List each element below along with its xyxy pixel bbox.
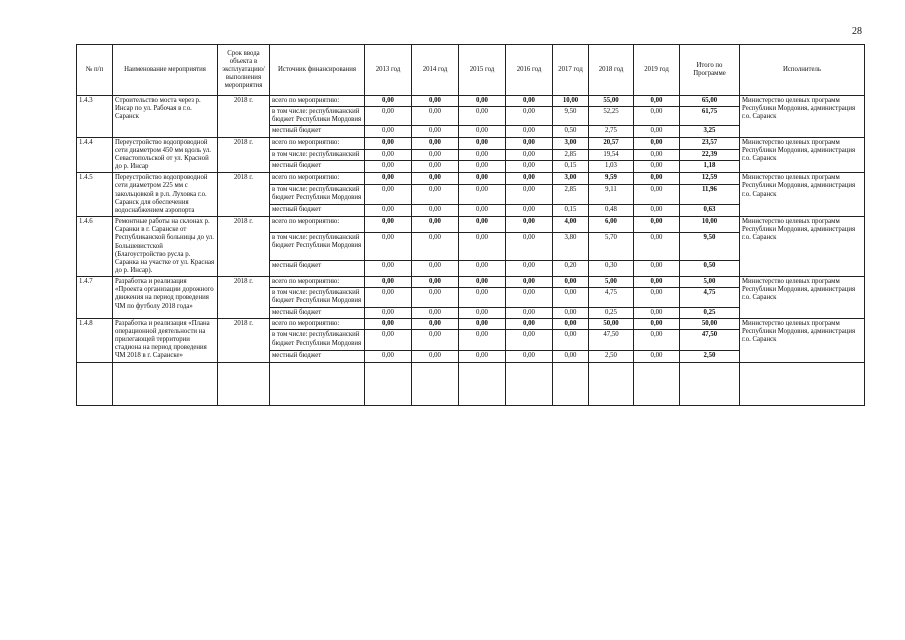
funding-source: всего по мероприятию: bbox=[270, 96, 365, 107]
year-value: 0,00 bbox=[412, 107, 459, 126]
total-value: 9,50 bbox=[680, 233, 740, 261]
activity-name: Разработка и реализация «Проекта организации дорожного движения на период проведения ЧМ по футболу 2018 года» bbox=[113, 277, 218, 319]
year-value: 5,70 bbox=[589, 233, 634, 261]
year-value: 0,00 bbox=[506, 233, 553, 261]
total-value: 12,59 bbox=[680, 173, 740, 185]
year-value: 0,00 bbox=[365, 307, 412, 318]
empty-cell bbox=[589, 362, 634, 405]
executor: Министерство целевых программ Республики Мордовия, администрация г.о. Саранск bbox=[740, 318, 865, 362]
header-2019: 2019 год bbox=[634, 45, 680, 96]
year-value: 5,00 bbox=[589, 277, 634, 288]
year-value: 3,80 bbox=[553, 233, 589, 261]
year-value: 0,00 bbox=[506, 107, 553, 126]
funding-source: местный бюджет bbox=[270, 307, 365, 318]
year-value: 52,25 bbox=[589, 107, 634, 126]
total-value: 65,00 bbox=[680, 96, 740, 107]
year-value: 0,00 bbox=[506, 330, 553, 350]
year-value: 0,00 bbox=[634, 107, 680, 126]
year-value: 0,00 bbox=[412, 137, 459, 149]
year-value: 0,15 bbox=[553, 161, 589, 173]
year-value: 0,00 bbox=[412, 217, 459, 233]
year-value: 0,00 bbox=[553, 307, 589, 318]
funding-source: в том числе: республиканский бюджет Республики Мордовия bbox=[270, 288, 365, 307]
year-value: 0,00 bbox=[365, 137, 412, 149]
year-value: 0,00 bbox=[634, 318, 680, 330]
year-value: 0,00 bbox=[634, 96, 680, 107]
year-value: 0,00 bbox=[412, 161, 459, 173]
year-value: 0,00 bbox=[365, 330, 412, 350]
year-value: 0,00 bbox=[553, 330, 589, 350]
year-value: 0,00 bbox=[553, 350, 589, 362]
total-value: 23,57 bbox=[680, 137, 740, 149]
funding-source: всего по мероприятию: bbox=[270, 318, 365, 330]
year-value: 3,00 bbox=[553, 173, 589, 185]
header-2015: 2015 год bbox=[459, 45, 506, 96]
year-value: 0,00 bbox=[506, 205, 553, 217]
year-value: 0,00 bbox=[365, 96, 412, 107]
year-value: 0,00 bbox=[506, 137, 553, 149]
year-value: 9,59 bbox=[589, 173, 634, 185]
funding-source: местный бюджет bbox=[270, 261, 365, 277]
year-value: 9,50 bbox=[553, 107, 589, 126]
year-value: 0,00 bbox=[553, 318, 589, 330]
table-row bbox=[77, 277, 865, 288]
year-value: 2,85 bbox=[553, 149, 589, 161]
row-number: 1.4.8 bbox=[77, 318, 113, 362]
year-value: 0,00 bbox=[412, 277, 459, 288]
activity-deadline: 2018 г. bbox=[218, 217, 270, 277]
year-value: 0,00 bbox=[459, 161, 506, 173]
year-value: 0,00 bbox=[634, 350, 680, 362]
year-value: 0,25 bbox=[589, 307, 634, 318]
year-value: 0,15 bbox=[553, 205, 589, 217]
year-value: 0,00 bbox=[506, 217, 553, 233]
year-value: 2,75 bbox=[589, 126, 634, 137]
header-total: Итого по Программе bbox=[680, 45, 740, 96]
year-value: 0,00 bbox=[412, 126, 459, 137]
activity-deadline: 2018 г. bbox=[218, 137, 270, 173]
empty-cell bbox=[218, 362, 270, 405]
year-value: 0,00 bbox=[412, 149, 459, 161]
year-value: 0,00 bbox=[634, 137, 680, 149]
year-value: 0,00 bbox=[412, 184, 459, 204]
activity-name: Ремонтные работы на склонах р. Саранки в г. Саранске от Республиканской больницы до ул. Большевистской (Благоустройство русла р. Саранка на участке от ул. Красная до р. Инсар). bbox=[113, 217, 218, 277]
year-value: 0,00 bbox=[365, 184, 412, 204]
year-value: 0,00 bbox=[459, 288, 506, 307]
empty-cell bbox=[270, 362, 365, 405]
year-value: 0,00 bbox=[553, 277, 589, 288]
year-value: 0,00 bbox=[412, 318, 459, 330]
year-value: 0,00 bbox=[506, 161, 553, 173]
empty-cell bbox=[506, 362, 553, 405]
year-value: 0,00 bbox=[506, 126, 553, 137]
year-value: 0,00 bbox=[634, 173, 680, 185]
activity-deadline: 2018 г. bbox=[218, 318, 270, 362]
year-value: 0,00 bbox=[459, 233, 506, 261]
executor: Министерство целевых программ Республики Мордовия, администрация г.о. Саранск bbox=[740, 277, 865, 319]
table-empty-row bbox=[77, 362, 865, 405]
year-value: 0,00 bbox=[365, 126, 412, 137]
table-row bbox=[77, 173, 865, 185]
funding-source: местный бюджет bbox=[270, 161, 365, 173]
year-value: 0,00 bbox=[365, 161, 412, 173]
executor: Министерство целевых программ Республики Мордовия, администрация г.о. Саранск bbox=[740, 96, 865, 138]
funding-source: местный бюджет bbox=[270, 205, 365, 217]
year-value: 0,00 bbox=[634, 205, 680, 217]
year-value: 0,00 bbox=[506, 173, 553, 185]
year-value: 0,00 bbox=[459, 126, 506, 137]
year-value: 0,00 bbox=[459, 107, 506, 126]
year-value: 55,00 bbox=[589, 96, 634, 107]
header-source: Источник финансирования bbox=[270, 45, 365, 96]
total-value: 0,25 bbox=[680, 307, 740, 318]
empty-cell bbox=[740, 362, 865, 405]
year-value: 0,00 bbox=[634, 307, 680, 318]
header-2017: 2017 год bbox=[553, 45, 589, 96]
year-value: 0,00 bbox=[634, 184, 680, 204]
total-value: 22,39 bbox=[680, 149, 740, 161]
header-2016: 2016 год bbox=[506, 45, 553, 96]
empty-cell bbox=[553, 362, 589, 405]
empty-cell bbox=[365, 362, 412, 405]
activity-name: Переустройство водопроводной сети диаметром 225 мм с закольцовкой в р.п. Луховка г.о. Саранск для обеспечения водоснабжением аэропорта bbox=[113, 173, 218, 217]
year-value: 47,50 bbox=[589, 330, 634, 350]
funding-source: всего по мероприятию: bbox=[270, 217, 365, 233]
year-value: 0,00 bbox=[634, 261, 680, 277]
total-value: 50,00 bbox=[680, 318, 740, 330]
funding-source: в том числе: республиканский бюджет Республики Мордовия bbox=[270, 330, 365, 350]
total-value: 0,50 bbox=[680, 261, 740, 277]
activity-deadline: 2018 г. bbox=[218, 277, 270, 319]
header-2014: 2014 год bbox=[412, 45, 459, 96]
funding-source: местный бюджет bbox=[270, 350, 365, 362]
empty-cell bbox=[634, 362, 680, 405]
year-value: 0,00 bbox=[459, 277, 506, 288]
year-value: 0,00 bbox=[506, 307, 553, 318]
header-deadline: Срок ввода объекта в эксплуатацию/ выполнения мероприятия bbox=[218, 45, 270, 96]
year-value: 0,00 bbox=[412, 261, 459, 277]
year-value: 0,48 bbox=[589, 205, 634, 217]
header-name: Наименование мероприятия bbox=[113, 45, 218, 96]
activity-name: Строительство моста через р. Инсар по ул. Рабочая в г.о. Саранск bbox=[113, 96, 218, 138]
total-value: 1,18 bbox=[680, 161, 740, 173]
activity-name: Переустройство водопроводной сети диаметром 450 мм вдоль ул. Севастопольской от ул. Красной до р. Инсар bbox=[113, 137, 218, 173]
empty-cell bbox=[680, 362, 740, 405]
executor: Министерство целевых программ Республики Мордовия, администрация г.о. Саранск bbox=[740, 217, 865, 277]
header-executor: Исполнитель bbox=[740, 45, 865, 96]
year-value: 0,00 bbox=[634, 161, 680, 173]
year-value: 0,00 bbox=[634, 233, 680, 261]
year-value: 0,50 bbox=[553, 126, 589, 137]
year-value: 0,00 bbox=[365, 107, 412, 126]
year-value: 0,00 bbox=[634, 330, 680, 350]
year-value: 0,30 bbox=[589, 261, 634, 277]
executor: Министерство целевых программ Республики Мордовия, администрация г.о. Саранск bbox=[740, 173, 865, 217]
row-number: 1.4.5 bbox=[77, 173, 113, 217]
header-2013: 2013 год bbox=[365, 45, 412, 96]
year-value: 0,00 bbox=[506, 318, 553, 330]
year-value: 0,00 bbox=[506, 288, 553, 307]
year-value: 0,00 bbox=[506, 277, 553, 288]
funding-source: всего по мероприятию: bbox=[270, 173, 365, 185]
empty-cell bbox=[77, 362, 113, 405]
year-value: 0,00 bbox=[459, 96, 506, 107]
year-value: 2,50 bbox=[589, 350, 634, 362]
year-value: 0,00 bbox=[506, 184, 553, 204]
year-value: 0,00 bbox=[365, 261, 412, 277]
year-value: 0,00 bbox=[365, 217, 412, 233]
row-number: 1.4.7 bbox=[77, 277, 113, 319]
year-value: 0,00 bbox=[634, 149, 680, 161]
row-number: 1.4.6 bbox=[77, 217, 113, 277]
year-value: 0,00 bbox=[506, 261, 553, 277]
empty-cell bbox=[459, 362, 506, 405]
year-value: 0,00 bbox=[634, 217, 680, 233]
empty-cell bbox=[412, 362, 459, 405]
header-2018: 2018 год bbox=[589, 45, 634, 96]
year-value: 0,00 bbox=[506, 96, 553, 107]
row-number: 1.4.4 bbox=[77, 137, 113, 173]
header-num: № п/п bbox=[77, 45, 113, 96]
year-value: 0,00 bbox=[459, 184, 506, 204]
year-value: 0,00 bbox=[459, 307, 506, 318]
year-value: 0,00 bbox=[459, 318, 506, 330]
funding-source: в том числе: республиканский бюджет Республики Мордовия bbox=[270, 233, 365, 261]
activity-deadline: 2018 г. bbox=[218, 96, 270, 138]
year-value: 0,00 bbox=[412, 330, 459, 350]
year-value: 0,00 bbox=[412, 205, 459, 217]
year-value: 0,00 bbox=[365, 318, 412, 330]
year-value: 0,00 bbox=[634, 126, 680, 137]
year-value: 0,00 bbox=[459, 261, 506, 277]
year-value: 0,00 bbox=[459, 173, 506, 185]
year-value: 0,00 bbox=[634, 288, 680, 307]
funding-source: местный бюджет bbox=[270, 126, 365, 137]
year-value: 0,00 bbox=[459, 350, 506, 362]
year-value: 19,54 bbox=[589, 149, 634, 161]
year-value: 50,00 bbox=[589, 318, 634, 330]
funding-source: всего по мероприятию: bbox=[270, 277, 365, 288]
empty-cell bbox=[113, 362, 218, 405]
row-number: 1.4.3 bbox=[77, 96, 113, 138]
year-value: 0,00 bbox=[412, 288, 459, 307]
page-number: 28 bbox=[852, 26, 862, 37]
table-header-row bbox=[77, 45, 865, 96]
total-value: 5,00 bbox=[680, 277, 740, 288]
table-row bbox=[77, 96, 865, 107]
year-value: 0,00 bbox=[365, 233, 412, 261]
year-value: 4,00 bbox=[553, 217, 589, 233]
year-value: 9,11 bbox=[589, 184, 634, 204]
year-value: 20,57 bbox=[589, 137, 634, 149]
total-value: 4,75 bbox=[680, 288, 740, 307]
funding-source: в том числе: республиканский бюджет Республики Мордовия bbox=[270, 107, 365, 126]
year-value: 3,00 bbox=[553, 137, 589, 149]
year-value: 0,00 bbox=[459, 330, 506, 350]
total-value: 0,63 bbox=[680, 205, 740, 217]
total-value: 11,96 bbox=[680, 184, 740, 204]
year-value: 0,00 bbox=[459, 205, 506, 217]
total-value: 47,50 bbox=[680, 330, 740, 350]
total-value: 61,75 bbox=[680, 107, 740, 126]
year-value: 1,03 bbox=[589, 161, 634, 173]
year-value: 0,00 bbox=[412, 173, 459, 185]
year-value: 0,00 bbox=[459, 217, 506, 233]
funding-source: в том числе: республиканский бюджет Республики Мордовия bbox=[270, 184, 365, 204]
funding-source: всего по мероприятию: bbox=[270, 137, 365, 149]
year-value: 0,00 bbox=[506, 149, 553, 161]
year-value: 0,00 bbox=[412, 96, 459, 107]
year-value: 0,00 bbox=[365, 277, 412, 288]
year-value: 0,00 bbox=[412, 350, 459, 362]
year-value: 0,00 bbox=[412, 307, 459, 318]
year-value: 6,00 bbox=[589, 217, 634, 233]
total-value: 3,25 bbox=[680, 126, 740, 137]
total-value: 10,00 bbox=[680, 217, 740, 233]
year-value: 0,00 bbox=[553, 288, 589, 307]
year-value: 0,00 bbox=[365, 173, 412, 185]
year-value: 0,00 bbox=[365, 288, 412, 307]
year-value: 0,00 bbox=[634, 277, 680, 288]
year-value: 4,75 bbox=[589, 288, 634, 307]
year-value: 0,00 bbox=[506, 350, 553, 362]
program-table bbox=[76, 44, 865, 406]
activity-deadline: 2018 г. bbox=[218, 173, 270, 217]
year-value: 0,00 bbox=[365, 350, 412, 362]
year-value: 0,00 bbox=[365, 205, 412, 217]
executor: Министерство целевых программ Республики Мордовия, администрация г.о. Саранск bbox=[740, 137, 865, 173]
year-value: 2,85 bbox=[553, 184, 589, 204]
year-value: 0,00 bbox=[459, 137, 506, 149]
total-value: 2,50 bbox=[680, 350, 740, 362]
year-value: 0,00 bbox=[459, 149, 506, 161]
year-value: 0,00 bbox=[412, 233, 459, 261]
year-value: 10,00 bbox=[553, 96, 589, 107]
year-value: 0,20 bbox=[553, 261, 589, 277]
table-row bbox=[77, 318, 865, 330]
year-value: 0,00 bbox=[365, 149, 412, 161]
activity-name: Разработка и реализация «Плана операционной деятельности на прилегающей территории стадиона на период проведения ЧМ 2018 в г. Саранске» bbox=[113, 318, 218, 362]
funding-source: в том числе: республиканский bbox=[270, 149, 365, 161]
table-row bbox=[77, 217, 865, 233]
table-row bbox=[77, 137, 865, 149]
